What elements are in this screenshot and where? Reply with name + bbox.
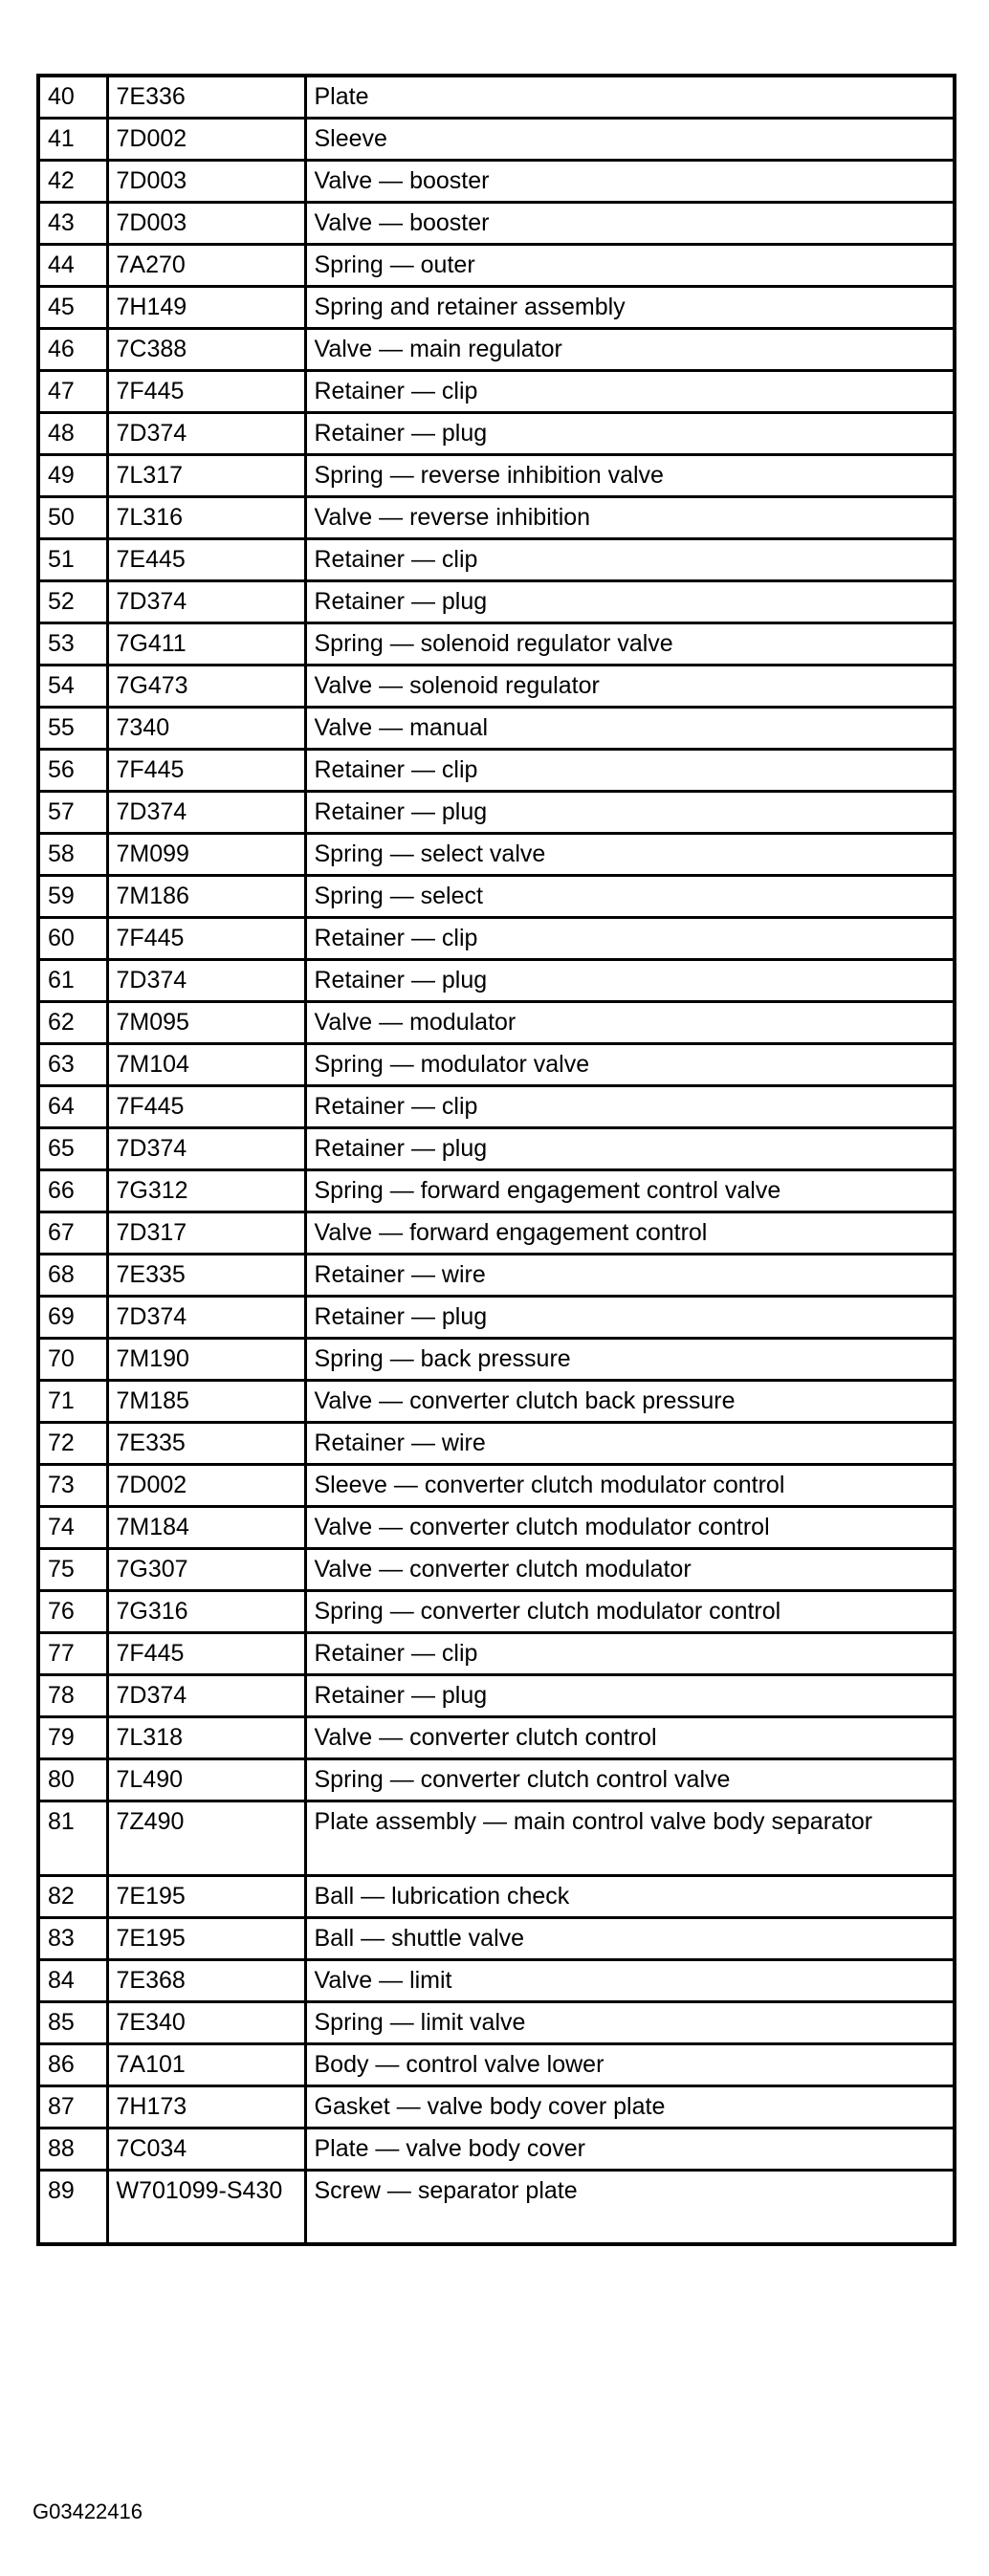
part-number-cell: 7E445: [107, 538, 305, 580]
item-number-cell: 89: [38, 2170, 107, 2244]
description-cell: Ball — shuttle valve: [305, 1917, 955, 1959]
table-row: [38, 2043, 955, 2085]
part-number-cell: 7Z490: [107, 1801, 305, 1875]
description-cell: Body — control valve lower: [305, 2043, 955, 2085]
description-cell: Spring — modulator valve: [305, 1043, 955, 1085]
item-number-cell: 67: [38, 1212, 107, 1254]
part-number-cell: 7M190: [107, 1338, 305, 1380]
description-cell: Retainer — plug: [305, 959, 955, 1001]
table-row: [38, 665, 955, 707]
item-number-cell: 50: [38, 496, 107, 538]
item-number-cell: 81: [38, 1801, 107, 1875]
table-row: [38, 412, 955, 454]
item-number-cell: 88: [38, 2128, 107, 2170]
part-number-cell: 7E195: [107, 1875, 305, 1917]
item-number-cell: 60: [38, 917, 107, 959]
table-row: [38, 286, 955, 328]
part-number-cell: 7H173: [107, 2085, 305, 2128]
item-number-cell: 45: [38, 286, 107, 328]
description-cell: Retainer — plug: [305, 791, 955, 833]
item-number-cell: 69: [38, 1296, 107, 1338]
parts-table-body: [38, 76, 955, 2244]
item-number-cell: 41: [38, 118, 107, 160]
description-cell: Retainer — plug: [305, 580, 955, 622]
description-cell: Gasket — valve body cover plate: [305, 2085, 955, 2128]
table-row: [38, 749, 955, 791]
item-number-cell: 83: [38, 1917, 107, 1959]
part-number-cell: 7E195: [107, 1917, 305, 1959]
part-number-cell: 7E336: [107, 76, 305, 118]
table-row: [38, 118, 955, 160]
item-number-cell: 63: [38, 1043, 107, 1085]
description-cell: Retainer — plug: [305, 1127, 955, 1169]
table-row: [38, 1296, 955, 1338]
description-cell: Valve — converter clutch control: [305, 1716, 955, 1758]
item-number-cell: 58: [38, 833, 107, 875]
description-cell: Valve — converter clutch back pressure: [305, 1380, 955, 1422]
table-row: [38, 1959, 955, 2001]
item-number-cell: 48: [38, 412, 107, 454]
table-row: [38, 202, 955, 244]
table-row: [38, 76, 955, 118]
part-number-cell: 7D374: [107, 1127, 305, 1169]
part-number-cell: 7E368: [107, 1959, 305, 2001]
table-row: [38, 1590, 955, 1632]
table-row: [38, 2170, 955, 2244]
part-number-cell: 7G307: [107, 1548, 305, 1590]
description-cell: Spring — outer: [305, 244, 955, 286]
part-number-cell: 7E335: [107, 1422, 305, 1464]
part-number-cell: 7D374: [107, 1674, 305, 1716]
table-row: [38, 1380, 955, 1422]
description-cell: Valve — main regulator: [305, 328, 955, 370]
part-number-cell: 7G473: [107, 665, 305, 707]
part-number-cell: 7D003: [107, 160, 305, 202]
table-row: [38, 1917, 955, 1959]
table-row: [38, 1043, 955, 1085]
description-cell: Spring — back pressure: [305, 1338, 955, 1380]
table-row: [38, 622, 955, 665]
description-cell: Retainer — clip: [305, 749, 955, 791]
table-row: [38, 370, 955, 412]
part-number-cell: 7D374: [107, 1296, 305, 1338]
description-cell: Screw — separator plate: [305, 2170, 955, 2244]
description-cell: Valve — booster: [305, 160, 955, 202]
item-number-cell: 82: [38, 1875, 107, 1917]
item-number-cell: 73: [38, 1464, 107, 1506]
table-row: [38, 1548, 955, 1590]
table-row: [38, 833, 955, 875]
description-cell: Spring — select valve: [305, 833, 955, 875]
part-number-cell: 7G411: [107, 622, 305, 665]
item-number-cell: 80: [38, 1758, 107, 1801]
table-row: [38, 1338, 955, 1380]
description-cell: Valve — modulator: [305, 1001, 955, 1043]
table-row: [38, 1127, 955, 1169]
part-number-cell: 7F445: [107, 749, 305, 791]
table-row: [38, 1422, 955, 1464]
part-number-cell: 7M095: [107, 1001, 305, 1043]
table-row: [38, 1464, 955, 1506]
description-cell: Ball — lubrication check: [305, 1875, 955, 1917]
item-number-cell: 44: [38, 244, 107, 286]
table-row: [38, 707, 955, 749]
description-cell: Sleeve — converter clutch modulator control: [305, 1464, 955, 1506]
part-number-cell: 7L316: [107, 496, 305, 538]
item-number-cell: 86: [38, 2043, 107, 2085]
part-number-cell: W701099-S430: [107, 2170, 305, 2244]
item-number-cell: 46: [38, 328, 107, 370]
description-cell: Spring — forward engagement control valve: [305, 1169, 955, 1212]
item-number-cell: 42: [38, 160, 107, 202]
part-number-cell: 7G316: [107, 1590, 305, 1632]
table-row: [38, 580, 955, 622]
item-number-cell: 54: [38, 665, 107, 707]
table-row: [38, 1001, 955, 1043]
table-row: [38, 1632, 955, 1674]
item-number-cell: 72: [38, 1422, 107, 1464]
table-row: [38, 538, 955, 580]
part-number-cell: 7H149: [107, 286, 305, 328]
item-number-cell: 85: [38, 2001, 107, 2043]
part-number-cell: 7M185: [107, 1380, 305, 1422]
table-row: [38, 2001, 955, 2043]
part-number-cell: 7C034: [107, 2128, 305, 2170]
part-number-cell: 7L490: [107, 1758, 305, 1801]
item-number-cell: 40: [38, 76, 107, 118]
description-cell: Valve — converter clutch modulator: [305, 1548, 955, 1590]
part-number-cell: 7D374: [107, 791, 305, 833]
part-number-cell: 7C388: [107, 328, 305, 370]
part-number-cell: 7G312: [107, 1169, 305, 1212]
item-number-cell: 55: [38, 707, 107, 749]
description-cell: Spring — select: [305, 875, 955, 917]
description-cell: Valve — manual: [305, 707, 955, 749]
table-row: [38, 2085, 955, 2128]
item-number-cell: 59: [38, 875, 107, 917]
description-cell: Retainer — wire: [305, 1254, 955, 1296]
part-number-cell: 7D374: [107, 580, 305, 622]
table-row: [38, 496, 955, 538]
item-number-cell: 77: [38, 1632, 107, 1674]
item-number-cell: 43: [38, 202, 107, 244]
table-row: [38, 1716, 955, 1758]
part-number-cell: 7D317: [107, 1212, 305, 1254]
description-cell: Spring — converter clutch modulator control: [305, 1590, 955, 1632]
item-number-cell: 64: [38, 1085, 107, 1127]
table-row: [38, 1506, 955, 1548]
description-cell: Valve — converter clutch modulator control: [305, 1506, 955, 1548]
table-row: [38, 1169, 955, 1212]
item-number-cell: 75: [38, 1548, 107, 1590]
table-row: [38, 791, 955, 833]
part-number-cell: 7M186: [107, 875, 305, 917]
description-cell: Valve — booster: [305, 202, 955, 244]
part-number-cell: 7E340: [107, 2001, 305, 2043]
item-number-cell: 71: [38, 1380, 107, 1422]
description-cell: Sleeve: [305, 118, 955, 160]
part-number-cell: 7D374: [107, 412, 305, 454]
part-number-cell: 7F445: [107, 1632, 305, 1674]
table-row: [38, 1674, 955, 1716]
part-number-cell: 7M104: [107, 1043, 305, 1085]
part-number-cell: 7F445: [107, 917, 305, 959]
table-row: [38, 875, 955, 917]
description-cell: Retainer — clip: [305, 370, 955, 412]
table-row: [38, 454, 955, 496]
part-number-cell: 7D003: [107, 202, 305, 244]
item-number-cell: 70: [38, 1338, 107, 1380]
item-number-cell: 61: [38, 959, 107, 1001]
part-number-cell: 7L317: [107, 454, 305, 496]
description-cell: Retainer — wire: [305, 1422, 955, 1464]
item-number-cell: 76: [38, 1590, 107, 1632]
description-cell: Spring — solenoid regulator valve: [305, 622, 955, 665]
table-row: [38, 959, 955, 1001]
table-row: [38, 917, 955, 959]
table-row: [38, 1758, 955, 1801]
description-cell: Spring — converter clutch control valve: [305, 1758, 955, 1801]
part-number-cell: 7L318: [107, 1716, 305, 1758]
part-number-cell: 7D374: [107, 959, 305, 1001]
description-cell: Retainer — clip: [305, 538, 955, 580]
figure-code: G03422416: [33, 2500, 143, 2523]
item-number-cell: 57: [38, 791, 107, 833]
description-cell: Valve — reverse inhibition: [305, 496, 955, 538]
description-cell: Spring — limit valve: [305, 2001, 955, 2043]
description-cell: Valve — solenoid regulator: [305, 665, 955, 707]
part-number-cell: 7E335: [107, 1254, 305, 1296]
description-cell: Retainer — clip: [305, 917, 955, 959]
description-cell: Spring and retainer assembly: [305, 286, 955, 328]
item-number-cell: 47: [38, 370, 107, 412]
item-number-cell: 65: [38, 1127, 107, 1169]
item-number-cell: 56: [38, 749, 107, 791]
part-number-cell: 7D002: [107, 118, 305, 160]
part-number-cell: 7M099: [107, 833, 305, 875]
part-number-cell: 7A101: [107, 2043, 305, 2085]
item-number-cell: 49: [38, 454, 107, 496]
part-number-cell: 7D002: [107, 1464, 305, 1506]
table-row: [38, 1801, 955, 1875]
description-cell: Valve — forward engagement control: [305, 1212, 955, 1254]
part-number-cell: 7F445: [107, 1085, 305, 1127]
part-number-cell: 7M184: [107, 1506, 305, 1548]
description-cell: Retainer — plug: [305, 412, 955, 454]
description-cell: Retainer — plug: [305, 1674, 955, 1716]
part-number-cell: 7A270: [107, 244, 305, 286]
item-number-cell: 62: [38, 1001, 107, 1043]
description-cell: Plate assembly — main control valve body separator: [305, 1801, 955, 1875]
item-number-cell: 78: [38, 1674, 107, 1716]
item-number-cell: 66: [38, 1169, 107, 1212]
parts-table: [36, 74, 956, 2246]
description-cell: Plate: [305, 76, 955, 118]
description-cell: Retainer — clip: [305, 1632, 955, 1674]
table-row: [38, 1212, 955, 1254]
table-row: [38, 1875, 955, 1917]
table-row: [38, 1254, 955, 1296]
item-number-cell: 84: [38, 1959, 107, 2001]
item-number-cell: 68: [38, 1254, 107, 1296]
table-row: [38, 244, 955, 286]
table-row: [38, 328, 955, 370]
table-row: [38, 2128, 955, 2170]
table-row: [38, 160, 955, 202]
description-cell: Retainer — plug: [305, 1296, 955, 1338]
table-row: [38, 1085, 955, 1127]
description-cell: Retainer — clip: [305, 1085, 955, 1127]
item-number-cell: 74: [38, 1506, 107, 1548]
description-cell: Spring — reverse inhibition valve: [305, 454, 955, 496]
item-number-cell: 52: [38, 580, 107, 622]
item-number-cell: 87: [38, 2085, 107, 2128]
item-number-cell: 51: [38, 538, 107, 580]
part-number-cell: 7340: [107, 707, 305, 749]
part-number-cell: 7F445: [107, 370, 305, 412]
item-number-cell: 53: [38, 622, 107, 665]
item-number-cell: 79: [38, 1716, 107, 1758]
description-cell: Valve — limit: [305, 1959, 955, 2001]
description-cell: Plate — valve body cover: [305, 2128, 955, 2170]
